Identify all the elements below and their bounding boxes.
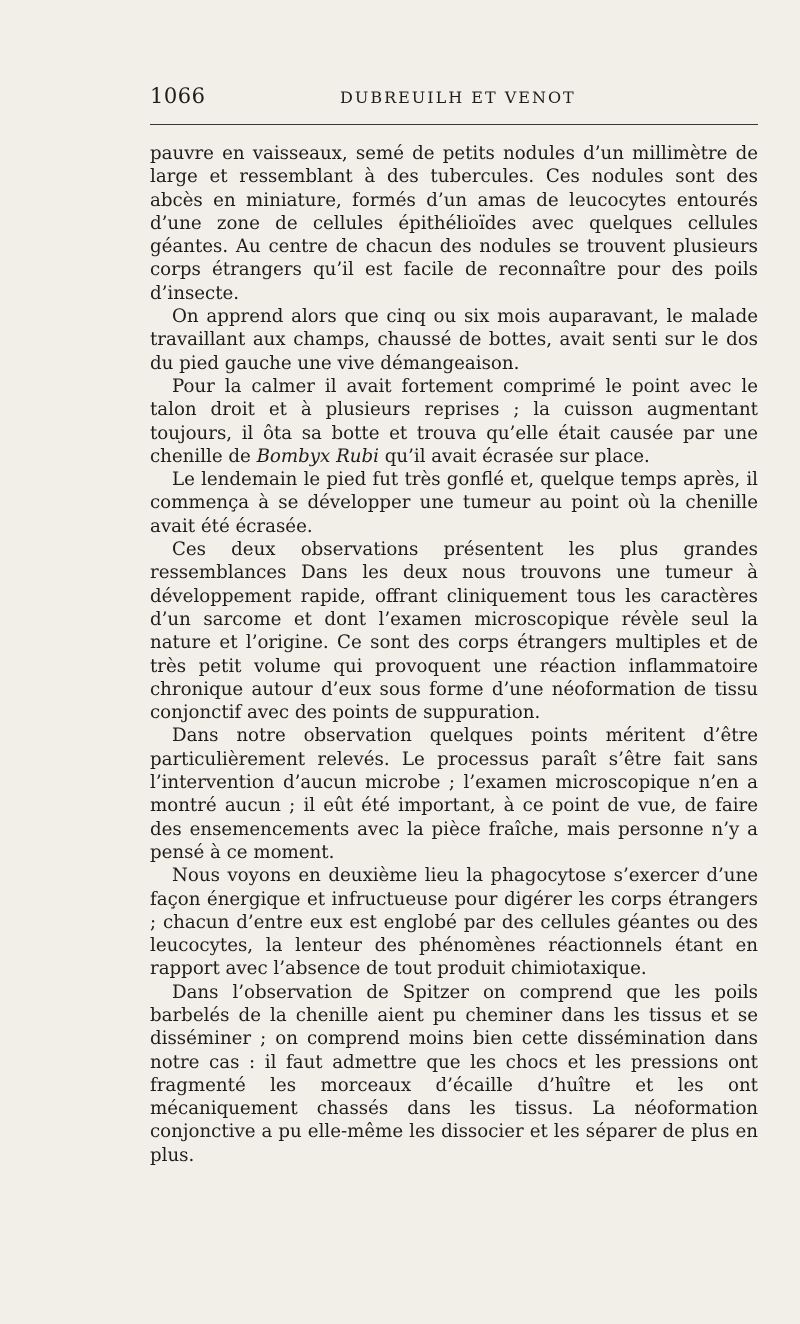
- page-number: 1066: [150, 84, 206, 108]
- paragraph-3-start: Pour la calmer il avait fortement comprimé le point avec le talon droit et à plusieurs reprises ; la cuisson augmentant toujours, il ôta sa botte et trouva qu’elle était causée par une chenille de: [150, 375, 758, 467]
- running-title: DUBREUILH ET VENOT: [340, 88, 576, 107]
- paragraph-2: On apprend alors que cinq ou six mois auparavant, le malade travaillant aux champs, chaussé de bottes, avait senti sur le dos du pied gauche une vive démangeaison.: [150, 306, 758, 374]
- body-text: [150, 142, 758, 1167]
- paragraph-3-end: qu’il avait écrasée sur place.: [378, 445, 650, 467]
- paragraph-3: [150, 375, 758, 468]
- paragraph-8: Dans l’observation de Spitzer on comprend que les poils barbelés de la chenille aient pu cheminer dans les tissus et se disséminer ; on comprend moins bien cette dissémination dans notre cas : il faut admettre que les chocs et les pressions ont fragmenté les morceaux d’écaille d’huître et les ont mécaniquement chassés dans les tissus. La néoformation conjonctive a pu elle-même les dissocier et les séparer de plus en plus.: [150, 981, 758, 1166]
- species-name: Bombyx Rubi: [256, 445, 379, 467]
- paragraph-7: Nous voyons en deuxième lieu la phagocytose s’exercer d’une façon énergique et infructueuse pour digérer les corps étrangers ; chacun d’entre eux est englobé par des cellules géantes ou des leucocytes, la lenteur des phénomènes réactionnels étant en rapport avec l’absence de tout produit chimiotaxique.: [150, 865, 758, 980]
- header-rule: [150, 124, 758, 125]
- paragraph-4: Le lendemain le pied fut très gonflé et, quelque temps après, il commença à se développer une tumeur au point où la chenille avait été écrasée.: [150, 469, 758, 537]
- paragraph-6: Dans notre observation quelques points méritent d’être particulièrement relevés. Le processus paraît s’être fait sans l’intervention d’aucun microbe ; l’examen microscopique n’en a montré aucun ; il eût été important, à ce point de vue, de faire des ensemencements avec la pièce fraîche, mais personne n’y a pensé à ce moment.: [150, 725, 758, 863]
- paragraph-1: pauvre en vaisseaux, semé de petits nodules d’un millimètre de large et ressemblant à des tubercules. Ces nodules sont des abcès en miniature, formés d’un amas de leucocytes entourés d’une zone de cellules épithélioïdes avec quelques cellules géantes. Au centre de chacun des nodules se trouvent plusieurs corps étrangers qu’il est facile de reconnaître pour des poils d’insecte.: [150, 143, 758, 304]
- paragraph-5: Ces deux observations présentent les plus grandes ressemblances Dans les deux nous trouvons une tumeur à développement rapide, offrant cliniquement tous les caractères d’un sarcome et dont l’examen microscopique révèle seul la nature et l’origine. Ce sont des corps étrangers multiples et de très petit volume qui provoquent une réaction inflammatoire chronique autour d’eux sous forme d’une néoformation de tissu conjonctif avec des points de suppuration.: [150, 539, 758, 724]
- running-head: [150, 84, 758, 114]
